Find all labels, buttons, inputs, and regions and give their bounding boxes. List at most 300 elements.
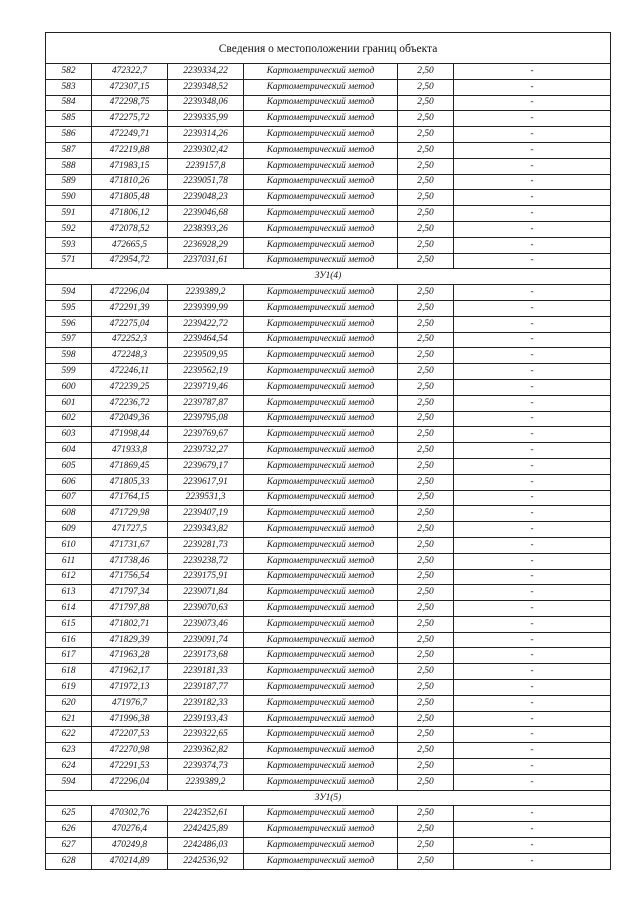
accuracy-cell: 2,50	[398, 616, 454, 632]
table-row	[46, 711, 611, 727]
description-cell: -	[454, 111, 611, 127]
method-cell: Картометрический метод	[244, 142, 398, 158]
point-number-cell: 609	[46, 522, 92, 538]
y-coordinate-cell: 2239181,33	[168, 664, 244, 680]
point-number-cell: 618	[46, 664, 92, 680]
y-coordinate-cell: 2239362,82	[168, 743, 244, 759]
accuracy-cell: 2,50	[398, 411, 454, 427]
description-cell: -	[454, 95, 611, 111]
x-coordinate-cell: 471810,26	[92, 174, 168, 190]
method-cell: Картометрический метод	[244, 174, 398, 190]
method-cell: Картометрический метод	[244, 111, 398, 127]
table-row	[46, 190, 611, 206]
accuracy-cell: 2,50	[398, 490, 454, 506]
y-coordinate-cell: 2242486,03	[168, 838, 244, 854]
section-heading: ЗУ1(5)	[46, 790, 611, 806]
accuracy-cell: 2,50	[398, 206, 454, 222]
accuracy-cell: 2,50	[398, 695, 454, 711]
point-number-cell: 624	[46, 759, 92, 775]
method-cell: Картометрический метод	[244, 806, 398, 822]
method-cell: Картометрический метод	[244, 300, 398, 316]
accuracy-cell: 2,50	[398, 458, 454, 474]
x-coordinate-cell: 472296,04	[92, 285, 168, 301]
x-coordinate-cell: 471727,5	[92, 522, 168, 538]
description-cell: -	[454, 474, 611, 490]
point-number-cell: 604	[46, 443, 92, 459]
table-row	[46, 759, 611, 775]
accuracy-cell: 2,50	[398, 64, 454, 80]
y-coordinate-cell: 2239464,54	[168, 332, 244, 348]
method-cell: Картометрический метод	[244, 759, 398, 775]
table-row	[46, 695, 611, 711]
description-cell: -	[454, 774, 611, 790]
point-number-cell: 588	[46, 158, 92, 174]
point-number-cell: 601	[46, 395, 92, 411]
table-row	[46, 537, 611, 553]
description-cell: -	[454, 79, 611, 95]
method-cell: Картометрический метод	[244, 474, 398, 490]
x-coordinate-cell: 471738,46	[92, 553, 168, 569]
table-row	[46, 632, 611, 648]
table-row	[46, 253, 611, 269]
point-number-cell: 585	[46, 111, 92, 127]
accuracy-cell: 2,50	[398, 632, 454, 648]
accuracy-cell: 2,50	[398, 95, 454, 111]
x-coordinate-cell: 471963,28	[92, 648, 168, 664]
point-number-cell: 583	[46, 79, 92, 95]
method-cell: Картометрический метод	[244, 253, 398, 269]
accuracy-cell: 2,50	[398, 680, 454, 696]
description-cell: -	[454, 537, 611, 553]
description-cell: -	[454, 364, 611, 380]
description-cell: -	[454, 285, 611, 301]
point-number-cell: 620	[46, 695, 92, 711]
y-coordinate-cell: 2239407,19	[168, 506, 244, 522]
x-coordinate-cell: 472246,11	[92, 364, 168, 380]
method-cell: Картометрический метод	[244, 743, 398, 759]
table-row	[46, 822, 611, 838]
x-coordinate-cell: 470276,4	[92, 822, 168, 838]
accuracy-cell: 2,50	[398, 237, 454, 253]
x-coordinate-cell: 472291,53	[92, 759, 168, 775]
y-coordinate-cell: 2239157,8	[168, 158, 244, 174]
description-cell: -	[454, 253, 611, 269]
description-cell: -	[454, 743, 611, 759]
y-coordinate-cell: 2239193,43	[168, 711, 244, 727]
point-number-cell: 586	[46, 127, 92, 143]
description-cell: -	[454, 190, 611, 206]
x-coordinate-cell: 471729,98	[92, 506, 168, 522]
table-row	[46, 427, 611, 443]
accuracy-cell: 2,50	[398, 142, 454, 158]
accuracy-cell: 2,50	[398, 585, 454, 601]
y-coordinate-cell: 2239617,91	[168, 474, 244, 490]
accuracy-cell: 2,50	[398, 569, 454, 585]
table-row	[46, 206, 611, 222]
table-row	[46, 111, 611, 127]
x-coordinate-cell: 472291,39	[92, 300, 168, 316]
section-row	[46, 269, 611, 285]
table-row	[46, 174, 611, 190]
table-row	[46, 364, 611, 380]
accuracy-cell: 2,50	[398, 158, 454, 174]
point-number-cell: 615	[46, 616, 92, 632]
table-row	[46, 411, 611, 427]
point-number-cell: 594	[46, 285, 92, 301]
point-number-cell: 598	[46, 348, 92, 364]
description-cell: -	[454, 569, 611, 585]
description-cell: -	[454, 458, 611, 474]
x-coordinate-cell: 472954,72	[92, 253, 168, 269]
accuracy-cell: 2,50	[398, 395, 454, 411]
y-coordinate-cell: 2239048,23	[168, 190, 244, 206]
method-cell: Картометрический метод	[244, 774, 398, 790]
description-cell: -	[454, 759, 611, 775]
accuracy-cell: 2,50	[398, 443, 454, 459]
table-row	[46, 300, 611, 316]
method-cell: Картометрический метод	[244, 522, 398, 538]
description-cell: -	[454, 727, 611, 743]
point-number-cell: 593	[46, 237, 92, 253]
accuracy-cell: 2,50	[398, 174, 454, 190]
table-row	[46, 806, 611, 822]
x-coordinate-cell: 471869,45	[92, 458, 168, 474]
accuracy-cell: 2,50	[398, 348, 454, 364]
table-row	[46, 474, 611, 490]
x-coordinate-cell: 472275,04	[92, 316, 168, 332]
method-cell: Картометрический метод	[244, 127, 398, 143]
y-coordinate-cell: 2239374,73	[168, 759, 244, 775]
point-number-cell: 625	[46, 806, 92, 822]
x-coordinate-cell: 471756,54	[92, 569, 168, 585]
accuracy-cell: 2,50	[398, 253, 454, 269]
description-cell: -	[454, 300, 611, 316]
method-cell: Картометрический метод	[244, 616, 398, 632]
table-row	[46, 664, 611, 680]
description-cell: -	[454, 632, 611, 648]
boundary-table	[45, 32, 611, 870]
y-coordinate-cell: 2239679,17	[168, 458, 244, 474]
description-cell: -	[454, 711, 611, 727]
x-coordinate-cell: 471998,44	[92, 427, 168, 443]
y-coordinate-cell: 2239187,77	[168, 680, 244, 696]
table-row	[46, 443, 611, 459]
point-number-cell: 605	[46, 458, 92, 474]
y-coordinate-cell: 2242425,89	[168, 822, 244, 838]
section-heading: ЗУ1(4)	[46, 269, 611, 285]
accuracy-cell: 2,50	[398, 111, 454, 127]
description-cell: -	[454, 806, 611, 822]
method-cell: Картометрический метод	[244, 664, 398, 680]
table-row	[46, 743, 611, 759]
y-coordinate-cell: 2239182,33	[168, 695, 244, 711]
method-cell: Картометрический метод	[244, 648, 398, 664]
table-row	[46, 332, 611, 348]
method-cell: Картометрический метод	[244, 727, 398, 743]
x-coordinate-cell: 471805,33	[92, 474, 168, 490]
y-coordinate-cell: 2239302,42	[168, 142, 244, 158]
point-number-cell: 587	[46, 142, 92, 158]
method-cell: Картометрический метод	[244, 443, 398, 459]
table-row	[46, 316, 611, 332]
accuracy-cell: 2,50	[398, 127, 454, 143]
description-cell: -	[454, 853, 611, 869]
accuracy-cell: 2,50	[398, 300, 454, 316]
table-row	[46, 553, 611, 569]
accuracy-cell: 2,50	[398, 648, 454, 664]
method-cell: Картометрический метод	[244, 285, 398, 301]
y-coordinate-cell: 2239732,27	[168, 443, 244, 459]
point-number-cell: 603	[46, 427, 92, 443]
y-coordinate-cell: 2239091,74	[168, 632, 244, 648]
table-row	[46, 506, 611, 522]
accuracy-cell: 2,50	[398, 601, 454, 617]
method-cell: Картометрический метод	[244, 79, 398, 95]
point-number-cell: 617	[46, 648, 92, 664]
accuracy-cell: 2,50	[398, 838, 454, 854]
accuracy-cell: 2,50	[398, 727, 454, 743]
point-number-cell: 610	[46, 537, 92, 553]
description-cell: -	[454, 127, 611, 143]
description-cell: -	[454, 585, 611, 601]
description-cell: -	[454, 174, 611, 190]
y-coordinate-cell: 2242352,61	[168, 806, 244, 822]
accuracy-cell: 2,50	[398, 506, 454, 522]
table-row	[46, 127, 611, 143]
accuracy-cell: 2,50	[398, 379, 454, 395]
method-cell: Картометрический метод	[244, 553, 398, 569]
description-cell: -	[454, 142, 611, 158]
x-coordinate-cell: 470249,8	[92, 838, 168, 854]
x-coordinate-cell: 471972,13	[92, 680, 168, 696]
description-cell: -	[454, 553, 611, 569]
x-coordinate-cell: 471731,67	[92, 537, 168, 553]
accuracy-cell: 2,50	[398, 332, 454, 348]
method-cell: Картометрический метод	[244, 853, 398, 869]
point-number-cell: 616	[46, 632, 92, 648]
description-cell: -	[454, 822, 611, 838]
accuracy-cell: 2,50	[398, 285, 454, 301]
description-cell: -	[454, 379, 611, 395]
table-row	[46, 458, 611, 474]
method-cell: Картометрический метод	[244, 158, 398, 174]
x-coordinate-cell: 471933,8	[92, 443, 168, 459]
method-cell: Картометрический метод	[244, 64, 398, 80]
description-cell: -	[454, 490, 611, 506]
method-cell: Картометрический метод	[244, 221, 398, 237]
description-cell: -	[454, 237, 611, 253]
point-number-cell: 619	[46, 680, 92, 696]
title-row	[46, 33, 611, 64]
method-cell: Картометрический метод	[244, 237, 398, 253]
description-cell: -	[454, 616, 611, 632]
x-coordinate-cell: 470302,76	[92, 806, 168, 822]
accuracy-cell: 2,50	[398, 664, 454, 680]
accuracy-cell: 2,50	[398, 774, 454, 790]
point-number-cell: 594	[46, 774, 92, 790]
description-cell: -	[454, 316, 611, 332]
description-cell: -	[454, 680, 611, 696]
y-coordinate-cell: 2239769,67	[168, 427, 244, 443]
method-cell: Картометрический метод	[244, 680, 398, 696]
table-row	[46, 158, 611, 174]
x-coordinate-cell: 472049,36	[92, 411, 168, 427]
y-coordinate-cell: 2242536,92	[168, 853, 244, 869]
y-coordinate-cell: 2239343,82	[168, 522, 244, 538]
accuracy-cell: 2,50	[398, 474, 454, 490]
point-number-cell: 592	[46, 221, 92, 237]
method-cell: Картометрический метод	[244, 569, 398, 585]
y-coordinate-cell: 2239399,99	[168, 300, 244, 316]
method-cell: Картометрический метод	[244, 364, 398, 380]
description-cell: -	[454, 158, 611, 174]
description-cell: -	[454, 64, 611, 80]
y-coordinate-cell: 2239071,84	[168, 585, 244, 601]
y-coordinate-cell: 2237031,61	[168, 253, 244, 269]
x-coordinate-cell: 471797,88	[92, 601, 168, 617]
x-coordinate-cell: 472252,3	[92, 332, 168, 348]
description-cell: -	[454, 506, 611, 522]
x-coordinate-cell: 472248,3	[92, 348, 168, 364]
method-cell: Картометрический метод	[244, 585, 398, 601]
table-title: Сведения о местоположении границ объекта	[46, 33, 611, 64]
table-row	[46, 379, 611, 395]
table-row	[46, 774, 611, 790]
point-number-cell: 628	[46, 853, 92, 869]
method-cell: Картометрический метод	[244, 822, 398, 838]
x-coordinate-cell: 471962,17	[92, 664, 168, 680]
method-cell: Картометрический метод	[244, 316, 398, 332]
y-coordinate-cell: 2239795,08	[168, 411, 244, 427]
x-coordinate-cell: 471797,34	[92, 585, 168, 601]
table-row	[46, 522, 611, 538]
x-coordinate-cell: 471764,15	[92, 490, 168, 506]
table-row	[46, 142, 611, 158]
x-coordinate-cell: 472219,88	[92, 142, 168, 158]
section-row	[46, 790, 611, 806]
y-coordinate-cell: 2239335,99	[168, 111, 244, 127]
x-coordinate-cell: 472298,75	[92, 95, 168, 111]
y-coordinate-cell: 2239322,65	[168, 727, 244, 743]
table-row	[46, 585, 611, 601]
y-coordinate-cell: 2239173,68	[168, 648, 244, 664]
x-coordinate-cell: 472239,25	[92, 379, 168, 395]
table-row	[46, 64, 611, 80]
point-number-cell: 621	[46, 711, 92, 727]
point-number-cell: 614	[46, 601, 92, 617]
description-cell: -	[454, 395, 611, 411]
method-cell: Картометрический метод	[244, 537, 398, 553]
x-coordinate-cell: 472322,7	[92, 64, 168, 80]
description-cell: -	[454, 664, 611, 680]
point-number-cell: 602	[46, 411, 92, 427]
accuracy-cell: 2,50	[398, 743, 454, 759]
x-coordinate-cell: 472236,72	[92, 395, 168, 411]
description-cell: -	[454, 221, 611, 237]
y-coordinate-cell: 2239314,26	[168, 127, 244, 143]
point-number-cell: 600	[46, 379, 92, 395]
description-cell: -	[454, 838, 611, 854]
point-number-cell: 626	[46, 822, 92, 838]
table-row	[46, 348, 611, 364]
y-coordinate-cell: 2239281,73	[168, 537, 244, 553]
method-cell: Картометрический метод	[244, 190, 398, 206]
accuracy-cell: 2,50	[398, 553, 454, 569]
point-number-cell: 595	[46, 300, 92, 316]
table-row	[46, 490, 611, 506]
accuracy-cell: 2,50	[398, 79, 454, 95]
point-number-cell: 622	[46, 727, 92, 743]
table-row	[46, 601, 611, 617]
table-row	[46, 221, 611, 237]
point-number-cell: 612	[46, 569, 92, 585]
method-cell: Картометрический метод	[244, 332, 398, 348]
method-cell: Картометрический метод	[244, 458, 398, 474]
description-cell: -	[454, 443, 611, 459]
x-coordinate-cell: 472665,5	[92, 237, 168, 253]
accuracy-cell: 2,50	[398, 759, 454, 775]
point-number-cell: 613	[46, 585, 92, 601]
accuracy-cell: 2,50	[398, 190, 454, 206]
description-cell: -	[454, 348, 611, 364]
accuracy-cell: 2,50	[398, 221, 454, 237]
y-coordinate-cell: 2239787,87	[168, 395, 244, 411]
point-number-cell: 582	[46, 64, 92, 80]
y-coordinate-cell: 2239175,91	[168, 569, 244, 585]
method-cell: Картометрический метод	[244, 695, 398, 711]
description-cell: -	[454, 648, 611, 664]
y-coordinate-cell: 2239422,72	[168, 316, 244, 332]
y-coordinate-cell: 2239238,72	[168, 553, 244, 569]
accuracy-cell: 2,50	[398, 853, 454, 869]
y-coordinate-cell: 2239046,68	[168, 206, 244, 222]
y-coordinate-cell: 2239719,46	[168, 379, 244, 395]
accuracy-cell: 2,50	[398, 522, 454, 538]
x-coordinate-cell: 472249,71	[92, 127, 168, 143]
table-row	[46, 727, 611, 743]
point-number-cell: 627	[46, 838, 92, 854]
x-coordinate-cell: 471983,15	[92, 158, 168, 174]
x-coordinate-cell: 471996,38	[92, 711, 168, 727]
point-number-cell: 607	[46, 490, 92, 506]
x-coordinate-cell: 470214,89	[92, 853, 168, 869]
point-number-cell: 608	[46, 506, 92, 522]
y-coordinate-cell: 2239073,46	[168, 616, 244, 632]
accuracy-cell: 2,50	[398, 316, 454, 332]
method-cell: Картометрический метод	[244, 379, 398, 395]
point-number-cell: 597	[46, 332, 92, 348]
description-cell: -	[454, 411, 611, 427]
y-coordinate-cell: 2239051,78	[168, 174, 244, 190]
y-coordinate-cell: 2239562,19	[168, 364, 244, 380]
x-coordinate-cell: 471805,48	[92, 190, 168, 206]
y-coordinate-cell: 2239509,95	[168, 348, 244, 364]
y-coordinate-cell: 2239531,3	[168, 490, 244, 506]
y-coordinate-cell: 2238393,26	[168, 221, 244, 237]
table-row	[46, 616, 611, 632]
table-row	[46, 569, 611, 585]
point-number-cell: 591	[46, 206, 92, 222]
y-coordinate-cell: 2239348,06	[168, 95, 244, 111]
y-coordinate-cell: 2236928,29	[168, 237, 244, 253]
accuracy-cell: 2,50	[398, 711, 454, 727]
method-cell: Картометрический метод	[244, 411, 398, 427]
x-coordinate-cell: 472307,15	[92, 79, 168, 95]
point-number-cell: 590	[46, 190, 92, 206]
point-number-cell: 589	[46, 174, 92, 190]
method-cell: Картометрический метод	[244, 427, 398, 443]
description-cell: -	[454, 332, 611, 348]
